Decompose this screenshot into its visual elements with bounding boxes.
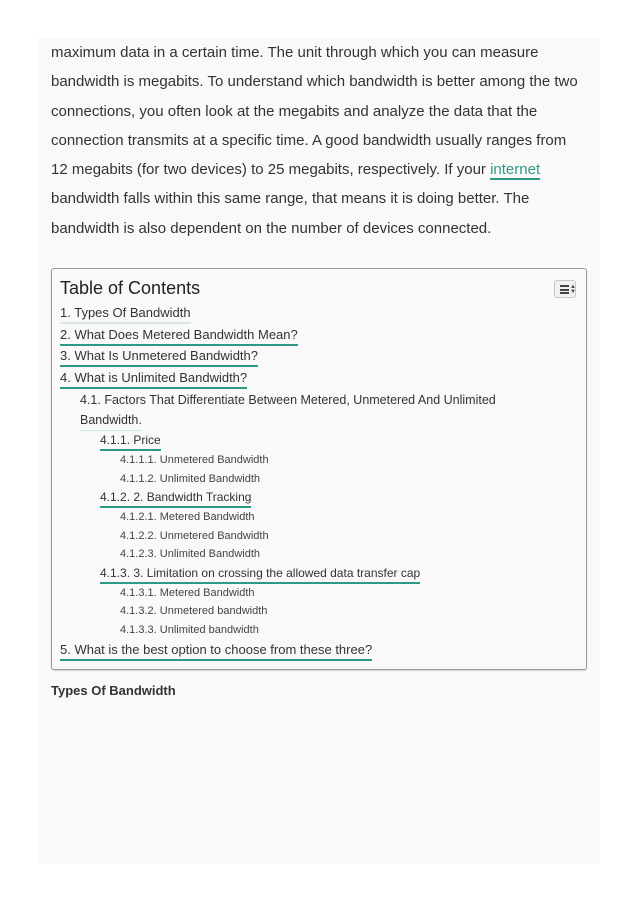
- table-of-contents: [51, 268, 587, 670]
- toc-link-limitation-metered[interactable]: 4.1.3.1. Metered Bandwidth: [120, 586, 255, 599]
- toc-subitem: [60, 488, 580, 508]
- toc-link-unlimited-bandwidth[interactable]: 4. What is Unlimited Bandwidth?: [60, 369, 247, 389]
- toc-subitem: [60, 527, 580, 546]
- toc-item: [60, 326, 580, 348]
- toc-subitem: [60, 508, 580, 527]
- toc-link-limitation-unlimited[interactable]: 4.1.3.3. Unlimited bandwidth: [120, 623, 259, 636]
- list-toggle-icon: [560, 285, 569, 296]
- toc-subitem: [60, 584, 580, 603]
- intro-line-4: connection transmits at a specific time. A good bandwidth usually ranges from: [51, 131, 567, 149]
- toc-subitem: [60, 431, 580, 451]
- document-page: [38, 38, 600, 864]
- toc-link-factors-line-1: 4.1. Factors That Differentiate Between Metered, Unmetered And Unlimited: [80, 393, 496, 408]
- toc-title: Table of Contents: [60, 278, 201, 298]
- toc-subitem: [60, 451, 580, 470]
- intro-line-6: bandwidth falls within this same range, that means it is doing better. The: [51, 190, 530, 208]
- toc-link-tracking-unmetered[interactable]: 4.1.2.2. Unmetered Bandwidth: [120, 529, 269, 542]
- toc-link-limitation[interactable]: 4.1.3. 3. Limitation on crossing the allowed data transfer cap: [100, 565, 420, 584]
- toc-link-tracking-unlimited[interactable]: 4.1.2.3. Unlimited Bandwidth: [120, 548, 261, 561]
- toc-link-tracking-metered[interactable]: 4.1.2.1. Metered Bandwidth: [120, 511, 255, 524]
- toc-link-metered-bandwidth[interactable]: 2. What Does Metered Bandwidth Mean?: [60, 326, 298, 346]
- toc-link-factors[interactable]: [80, 390, 496, 431]
- intro-line-7: bandwidth is also dependent on the number of devices connected.: [51, 219, 492, 237]
- toc-item: [60, 641, 580, 663]
- toc-link-types-of-bandwidth[interactable]: 1. Types Of Bandwidth: [60, 304, 191, 324]
- intro-line-2: bandwidth is megabits. To understand which bandwidth is better among the two: [51, 73, 578, 91]
- toc-link-price-unmetered[interactable]: 4.1.1.1. Unmetered Bandwidth: [120, 454, 269, 467]
- toc-subitem: [60, 602, 580, 621]
- toc-subitem: [60, 390, 580, 431]
- toc-subitem: [60, 545, 580, 564]
- intro-paragraph: [51, 38, 591, 243]
- toc-link-bandwidth-tracking[interactable]: 4.1.2. 2. Bandwidth Tracking: [100, 489, 251, 508]
- toc-link-price[interactable]: 4.1.1. Price: [100, 432, 161, 451]
- internet-link[interactable]: internet: [490, 161, 541, 179]
- toc-link-best-option[interactable]: 5. What is the best option to choose from these three?: [60, 641, 372, 661]
- toc-list: [60, 304, 580, 663]
- updown-arrow-icon: ▲ ▼: [570, 284, 576, 295]
- toc-link-factors-line-2: Bandwidth.: [80, 410, 142, 431]
- toc-toggle-button[interactable]: [554, 280, 576, 298]
- toc-subitem: [60, 564, 580, 584]
- toc-item: [60, 347, 580, 369]
- intro-line-5: [51, 155, 591, 184]
- toc-subitem: [60, 470, 580, 489]
- toc-item: [60, 304, 580, 326]
- toc-item: [60, 369, 580, 391]
- intro-line-5-text: 12 megabits (for two devices) to 25 megabits, respectively. If your: [51, 161, 491, 179]
- toc-link-limitation-unmetered[interactable]: 4.1.3.2. Unmetered bandwidth: [120, 605, 268, 618]
- section-heading: Types Of Bandwidth: [51, 683, 176, 698]
- toc-link-unmetered-bandwidth[interactable]: 3. What Is Unmetered Bandwidth?: [60, 347, 258, 367]
- intro-line-1: maximum data in a certain time. The unit through which you can measure: [51, 44, 539, 61]
- intro-line-3: connections, you often look at the megabits and analyze the data that the: [51, 102, 538, 120]
- toc-subitem: [60, 621, 580, 640]
- toc-link-price-unlimited[interactable]: 4.1.1.2. Unlimited Bandwidth: [120, 472, 261, 485]
